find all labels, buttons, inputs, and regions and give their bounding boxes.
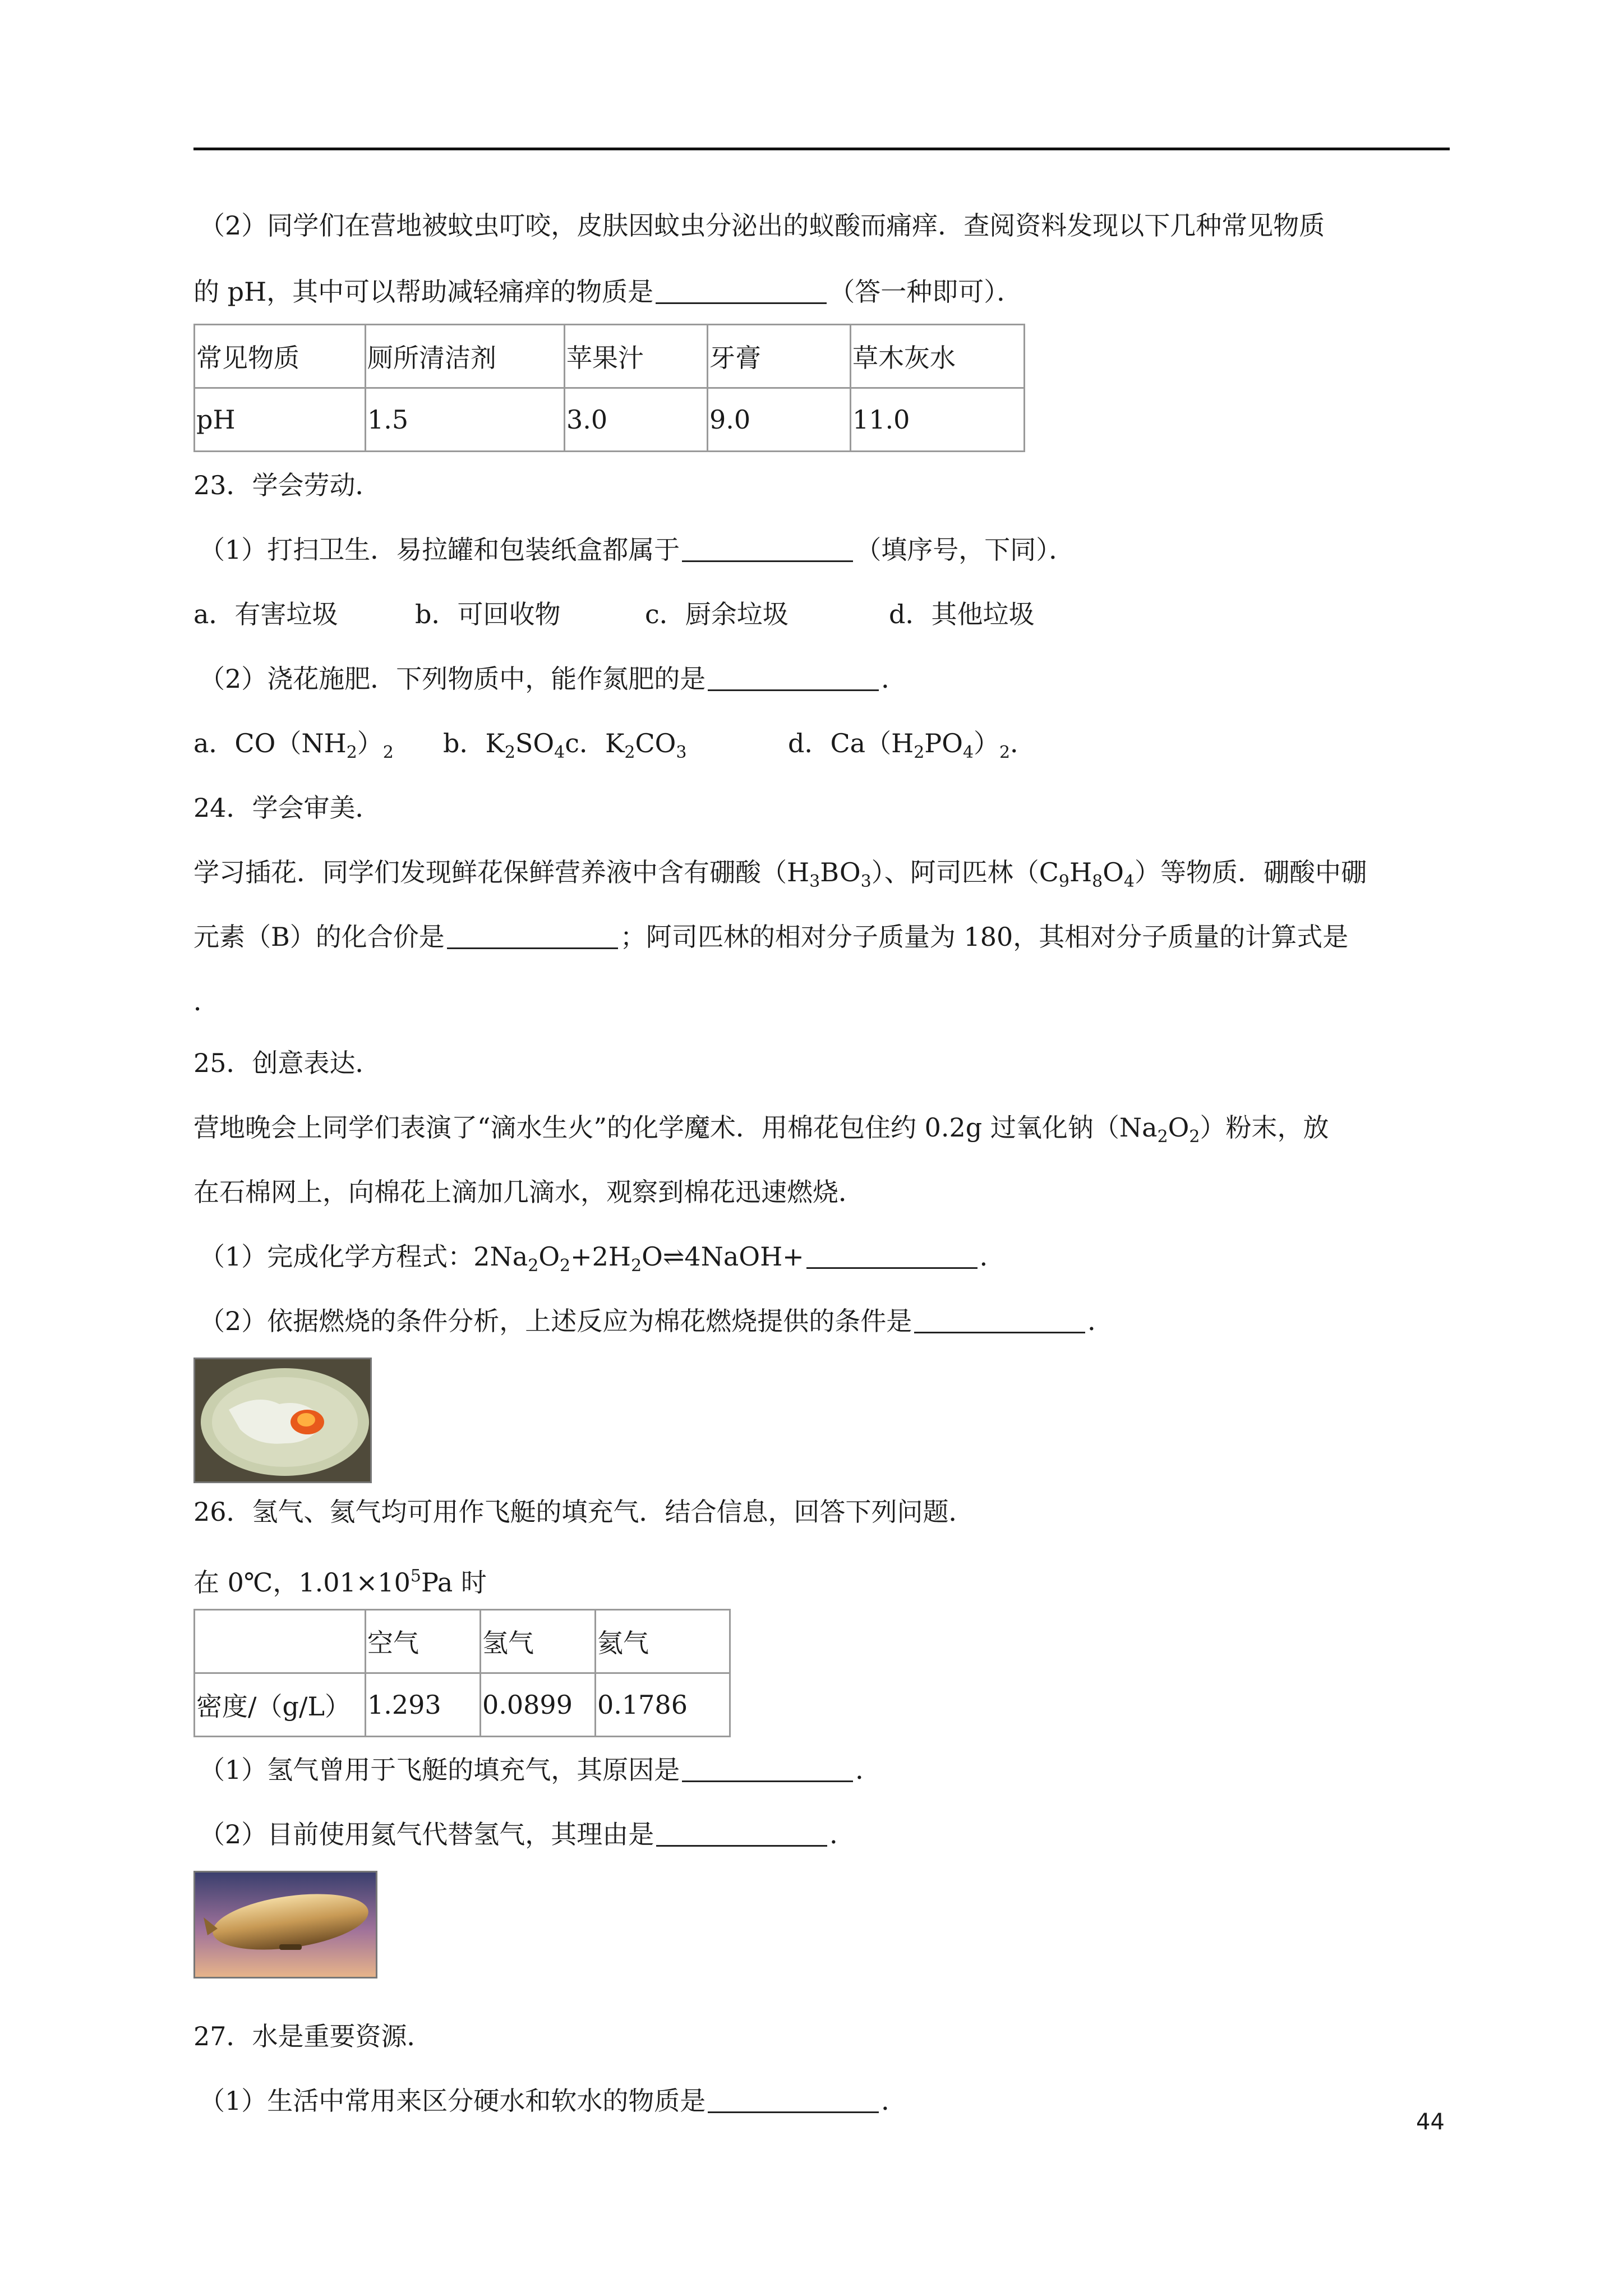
table-cell: 0.1786: [596, 1673, 730, 1737]
table-cell: 1.293: [366, 1673, 481, 1737]
q25-line1: 营地晚会上同学们表演了“滴水生火”的化学魔术．用棉花包住约 0.2g 过氧化钠$(Na_2O_2)$粉末，放: [193, 1112, 1329, 1147]
answer-blank[interactable]: [656, 1820, 827, 1847]
header-rule: [193, 148, 1450, 150]
answer-blank[interactable]: [708, 665, 879, 691]
q24-line3: ．: [193, 986, 219, 1016]
q25-p1: （1）完成化学方程式：$2Na_2O_2+2H_2O\rightleftharpoons 4NaOH+$ ．: [199, 1241, 1006, 1276]
option-b: b．可回收物: [415, 599, 561, 629]
gas-density-table: [193, 1609, 731, 1737]
q27-p1: （1）生活中常用来区分硬水和软水的物质是 ．: [199, 2086, 907, 2116]
q27-title: 27．水是重要资源．: [193, 2021, 433, 2051]
q23-options2: [193, 726, 1036, 770]
airship-illustration: [195, 1872, 376, 1977]
cotton-burning-illustration: [195, 1359, 370, 1481]
answer-blank[interactable]: [682, 1756, 853, 1782]
table-cell: 密度/（g/L）: [195, 1673, 366, 1737]
option-a: a．$CO(NH_2)_2$: [193, 728, 394, 762]
q23-title: 23．学会劳动．: [193, 470, 381, 500]
table-cell: 9.0: [708, 388, 851, 452]
option-b-c: b．$K_2SO_4c$．$K_2CO_3$: [443, 728, 687, 762]
table-cell: 氢气: [481, 1610, 596, 1673]
answer-blank[interactable]: [806, 1243, 978, 1269]
table-cell: 空气: [366, 1610, 481, 1673]
table-row: [195, 388, 1025, 452]
table-row: [195, 325, 1025, 388]
q26-condition: 在 0℃，$1.01\times 10^5Pa$ 时: [193, 1566, 487, 1598]
table-row: [195, 1610, 730, 1673]
answer-blank[interactable]: [682, 536, 853, 562]
q25-line2: 在石棉网上，向棉花上滴加几滴水，观察到棉花迅速燃烧．: [193, 1177, 864, 1207]
q24-title: 24．学会审美．: [193, 793, 381, 823]
q26-title: 26．氢气、氦气均可用作飞艇的填充气．结合信息，回答下列问题．: [193, 1497, 975, 1527]
answer-blank[interactable]: [708, 2087, 879, 2113]
table-cell: 苹果汁: [565, 325, 708, 388]
q26-p1: （1）氢气曾用于飞艇的填充气，其原因是 ．: [199, 1755, 882, 1785]
q23-options1: [193, 597, 1034, 631]
q24-line2: 元素（B）的化合价是 ；阿司匹林的相对分子质量为 180，其相对分子质量的计算式是: [193, 922, 1349, 952]
q23-p1: （1）打扫卫生．易拉罐和包装纸盒都属于 （填序号，下同）．: [199, 535, 1075, 565]
q25-p2: （2）依据燃烧的条件分析，上述反应为棉花燃烧提供的条件是 ．: [199, 1306, 1114, 1336]
q22-p2-line1: （2）同学们在营地被蚊虫叮咬，皮肤因蚊虫分泌出的蚁酸而痛痒．查阅资料发现以下几种常见物质: [199, 210, 1325, 241]
ph-table: [193, 324, 1025, 452]
table-cell: 草木灰水: [851, 325, 1025, 388]
option-d: d．$Ca(H_2PO_4)_2$．: [788, 728, 1036, 762]
option-c: c．厨余垃圾: [645, 599, 789, 629]
table-cell: 11.0: [851, 388, 1025, 452]
table-cell: 1.5: [366, 388, 565, 452]
page-number: 44: [1416, 2109, 1445, 2135]
table-cell: 常见物质: [195, 325, 366, 388]
option-a: a．有害垃圾: [193, 599, 338, 629]
table-row: [195, 1673, 730, 1737]
q26-p2: （2）目前使用氦气代替氢气，其理由是 ．: [199, 1819, 856, 1849]
option-d: d．其他垃圾: [889, 599, 1035, 629]
q25-title: 25．创意表达．: [193, 1048, 381, 1078]
q24-line1: 学习插花．同学们发现鲜花保鲜营养液中含有硼酸$(H_3BO_3)$、阿司匹林$(C_9H_8O_4)$等物质．硼酸中硼: [193, 857, 1367, 891]
airship-photo: [193, 1871, 377, 1978]
answer-blank[interactable]: [656, 278, 827, 304]
table-cell: 3.0: [565, 388, 708, 452]
cotton-burning-photo: [193, 1358, 372, 1483]
table-cell: 0.0899: [481, 1673, 596, 1737]
table-cell: pH: [195, 388, 366, 452]
table-cell: 牙膏: [708, 325, 851, 388]
answer-blank[interactable]: [914, 1307, 1085, 1333]
table-cell: [195, 1610, 366, 1673]
q23-p2: （2）浇花施肥．下列物质中，能作氮肥的是 ．: [199, 664, 907, 694]
table-cell: 氦气: [596, 1610, 730, 1673]
table-cell: 厕所清洁剂: [366, 325, 565, 388]
answer-blank[interactable]: [447, 923, 618, 949]
q22-p2-line2: 的 pH，其中可以帮助减轻痛痒的物质是 （答一种即可）．: [193, 277, 1023, 307]
